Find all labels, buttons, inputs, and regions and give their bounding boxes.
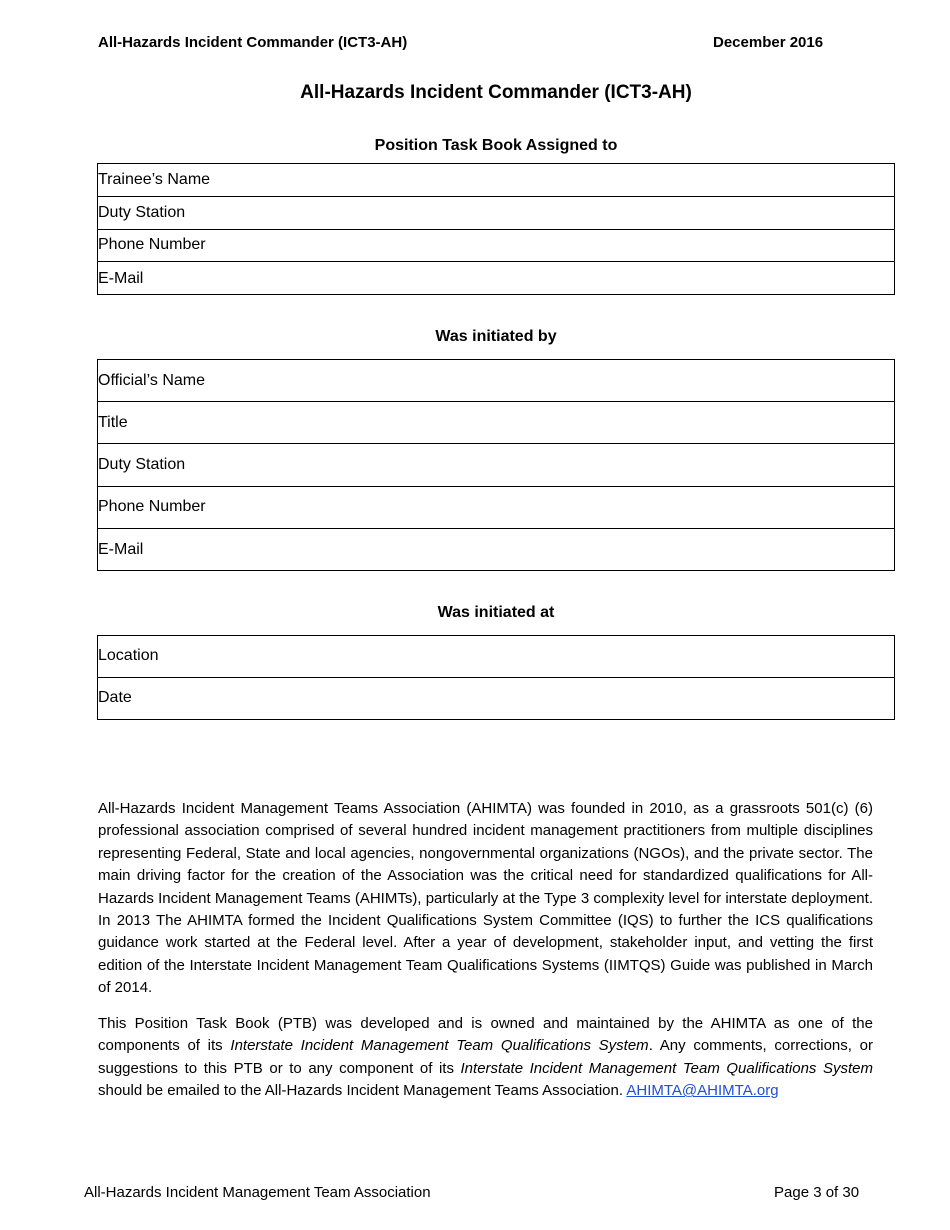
ptb-ownership-paragraph bbox=[98, 1013, 873, 1103]
section-title-initiated-at: Was initiated at bbox=[437, 604, 555, 621]
email-link[interactable]: AHIMTA@AHIMTA.org bbox=[626, 1082, 779, 1100]
form-label: Phone Number bbox=[98, 236, 206, 254]
form-row-officials-name[interactable] bbox=[98, 360, 894, 402]
ahimta-history-paragraph: All-Hazards Incident Management Teams Association (AHIMTA) was founded in 2010, as a grassroots 501(c) (6) professional association comprised of several hundred incident management practitioners from multiple disciplines representing Federal, State and local agencies, nongovernmental organizations (NGOs), and the private sector. The main driving factor for the creation of the Association was the critical need for standardized qualifications for All-Hazards Incident Management Teams (AHIMTs), particularly at the Type 3 complexity level for interstate deployment. In 2013 The AHIMTA formed the Incident Qualifications System Committee (IQS) to further the ICS qualifications guidance work started at the Federal level. After a year of development, stakeholder input, and vetting the first edition of the Interstate Incident Management Team Qualifications Systems (IIMTQS) Guide was published in March of 2014. bbox=[98, 800, 873, 997]
form-row-phone-number[interactable] bbox=[98, 230, 894, 263]
form-label: Location bbox=[98, 647, 159, 665]
form-row-phone-number[interactable] bbox=[98, 487, 894, 529]
form-row-email[interactable] bbox=[98, 262, 894, 295]
running-header-date: December 2016 bbox=[713, 34, 824, 51]
document-title: All-Hazards Incident Commander (ICT3-AH) bbox=[300, 82, 692, 103]
footer-page-number: Page 3 of 30 bbox=[774, 1184, 860, 1201]
running-header-title: All-Hazards Incident Commander (ICT3-AH) bbox=[98, 34, 408, 51]
form-row-location[interactable] bbox=[98, 636, 894, 678]
system-name-italic: Interstate Incident Management Team Qualifications System bbox=[230, 1037, 649, 1055]
form-row-date[interactable] bbox=[98, 678, 894, 720]
assigned-table bbox=[97, 163, 895, 295]
form-label: Title bbox=[98, 413, 128, 431]
section-title-initiated-by: Was initiated by bbox=[435, 328, 557, 345]
form-label: Phone Number bbox=[98, 498, 206, 516]
form-row-title[interactable] bbox=[98, 402, 894, 444]
form-row-trainee-name[interactable] bbox=[98, 164, 894, 197]
paragraph-text: . Any comments, corrections, or suggestions to this PTB or to any component of its bbox=[98, 1037, 873, 1077]
form-row-duty-station[interactable] bbox=[98, 197, 894, 230]
form-label: Trainee’s Name bbox=[98, 170, 211, 188]
system-name-italic: Interstate Incident Management Team Qualifications System bbox=[460, 1059, 873, 1077]
initiated-at-table bbox=[97, 635, 895, 720]
form-label: Official’s Name bbox=[98, 371, 205, 389]
initiated-by-table bbox=[97, 359, 895, 571]
form-label: E-Mail bbox=[98, 269, 144, 287]
form-label: Date bbox=[98, 689, 132, 707]
form-label: Duty Station bbox=[98, 455, 186, 473]
form-label: E-Mail bbox=[98, 540, 144, 558]
section-title-assigned: Position Task Book Assigned to bbox=[374, 137, 618, 154]
footer-organization: All-Hazards Incident Management Team Association bbox=[84, 1184, 431, 1201]
paragraph-text: This Position Task Book (PTB) was developed and is owned and maintained by the AHIMTA as one of the components of its bbox=[98, 1015, 873, 1055]
form-row-email[interactable] bbox=[98, 529, 894, 571]
form-label: Duty Station bbox=[98, 203, 186, 221]
paragraph-text: should be emailed to the All-Hazards Incident Management Teams Association. bbox=[98, 1082, 627, 1100]
form-row-duty-station[interactable] bbox=[98, 444, 894, 486]
